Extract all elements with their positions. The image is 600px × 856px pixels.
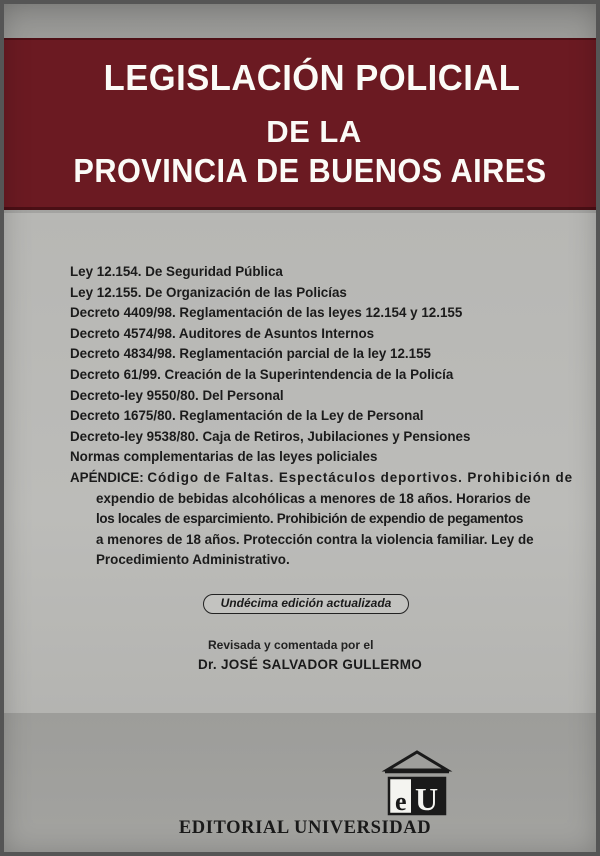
svg-text:U: U <box>415 781 439 817</box>
appendix-line: expendio de bebidas alcohólicas a menores de 18 años. Horarios de <box>96 490 531 506</box>
publisher-logo-icon <box>381 748 453 818</box>
title-line-1: LEGISLACIÓN POLICIAL <box>103 57 521 98</box>
author-name: Dr. JOSÉ SALVADOR GULLERMO <box>198 657 423 672</box>
contents-item: Decreto 61/99. Creación de la Superintendencia de la Policía <box>70 366 454 382</box>
reviewed-by: Revisada y comentada por el <box>208 638 374 652</box>
top-strip <box>0 0 600 38</box>
title-line-3: PROVINCIA DE BUENOS AIRES <box>73 152 547 189</box>
contents-item: Decreto-ley 9538/80. Caja de Retiros, Jubilaciones y Pensiones <box>70 428 471 444</box>
title-line-2: DE LA <box>266 114 362 149</box>
appendix-line: los locales de esparcimiento. Prohibición de expendio de pegamentos <box>96 511 524 527</box>
publisher-name: EDITORIAL UNIVERSIDAD <box>178 818 432 838</box>
edition-badge: Undécima edición actualizada <box>203 594 409 614</box>
contents-item: Ley 12.154. De Seguridad Pública <box>70 264 283 279</box>
contents-item: Ley 12.155. De Organización de las Policías <box>70 284 347 300</box>
appendix-line-1 <box>70 468 573 489</box>
appendix-line: a menores de 18 años. Protección contra la violencia familiar. Ley de <box>96 531 534 547</box>
contents-item: Decreto 4409/98. Reglamentación de las leyes 12.154 y 12.155 <box>70 305 463 321</box>
contents-item: Decreto 4834/98. Reglamentación parcial de la ley 12.155 <box>70 346 431 362</box>
contents-item: Normas complementarias de las leyes policiales <box>70 449 378 465</box>
svg-text:e: e <box>395 787 407 816</box>
appendix-line: Procedimiento Administrativo. <box>96 552 290 568</box>
contents-item: Decreto-ley 9550/80. Del Personal <box>70 387 284 403</box>
appendix-label: APÉNDICE: <box>70 469 144 485</box>
contents-item: Decreto 4574/98. Auditores de Asuntos Internos <box>70 325 375 341</box>
contents-item: Decreto 1675/80. Reglamentación de la Ley de Personal <box>70 408 424 424</box>
publisher-logo <box>381 748 453 818</box>
contents-list <box>70 262 573 571</box>
appendix-text: Código de Faltas. Espectáculos deportivos. Prohibición de <box>147 469 573 485</box>
